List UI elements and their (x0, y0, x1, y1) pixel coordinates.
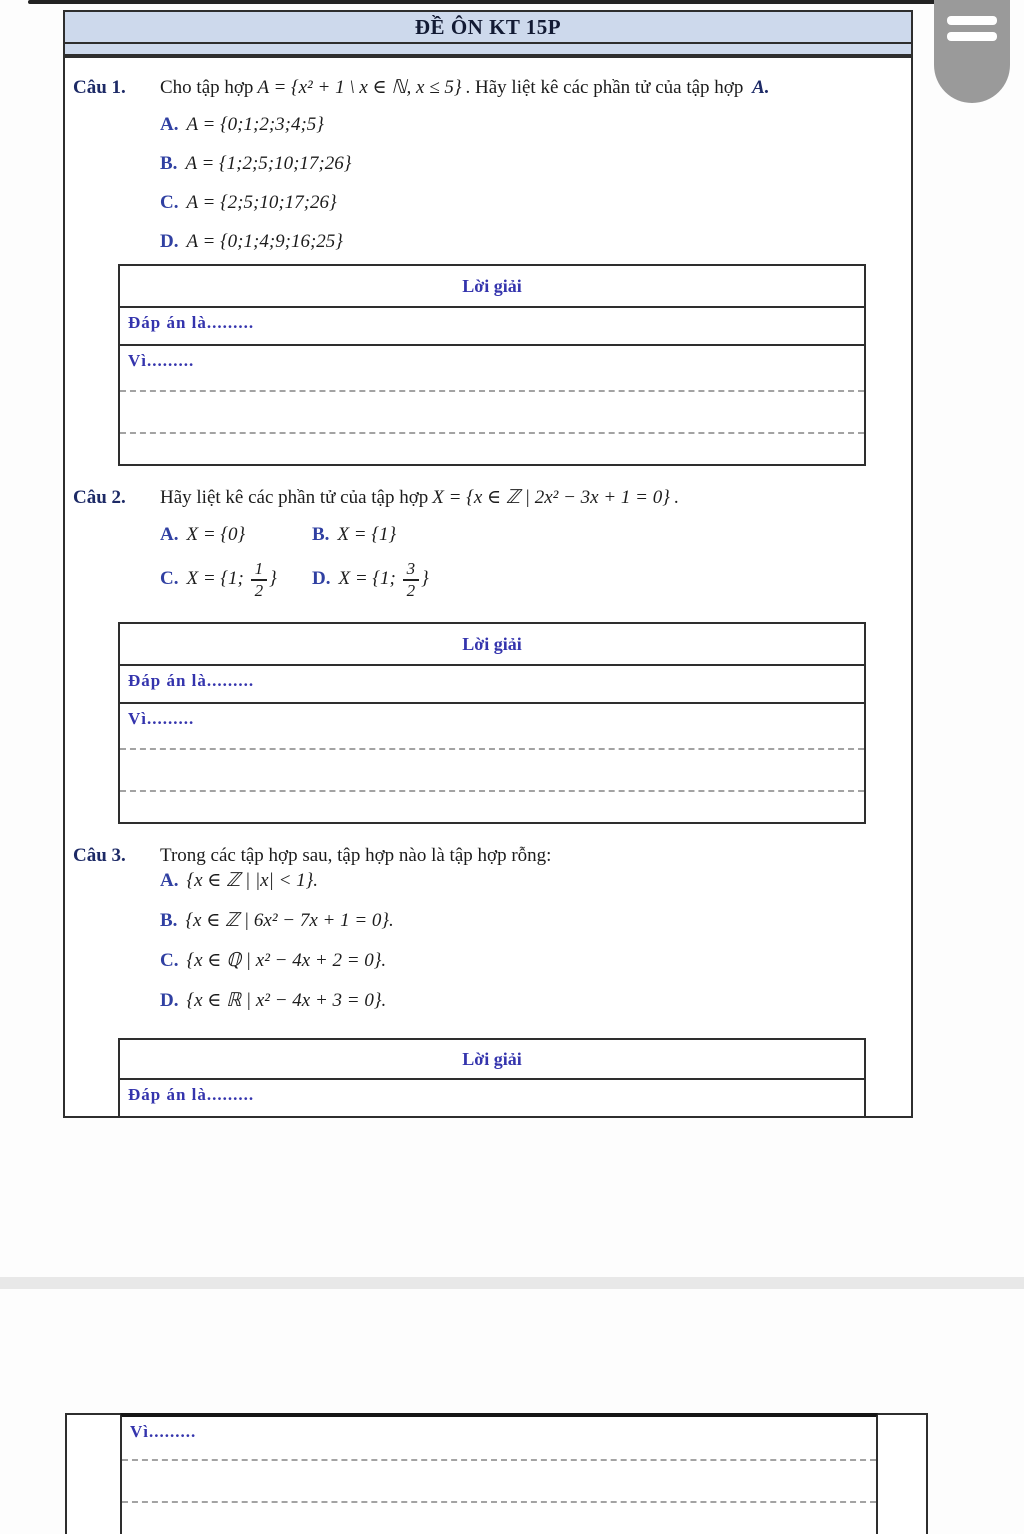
writing-line (120, 390, 864, 432)
solution-box-1 (118, 264, 866, 466)
option-a (160, 870, 901, 901)
fraction (251, 560, 268, 600)
option-letter: C. (160, 568, 179, 590)
drag-handle-icon (947, 32, 997, 41)
fraction-numerator: 1 (251, 560, 268, 581)
option-c (160, 950, 901, 981)
option-b (160, 910, 901, 941)
option-a (160, 524, 312, 547)
solution-box-2 (118, 622, 866, 824)
option-letter: A. (160, 114, 179, 135)
option-a (160, 114, 901, 140)
question-2-row (73, 486, 903, 510)
option-c (160, 560, 312, 600)
question-3-options (160, 870, 901, 1030)
option-math: {x ∈ ℤ | |x| < 1}. (186, 870, 318, 891)
question-label: Câu 1. (73, 77, 126, 98)
writing-line (120, 748, 864, 790)
answer-row (120, 1080, 864, 1116)
page-break-band (0, 1277, 1024, 1289)
option-math (186, 560, 276, 600)
scroll-handle[interactable] (934, 0, 1010, 103)
solution-header-label: Lời giải (462, 1048, 522, 1069)
option-math: {x ∈ ℝ | x² − 4x + 3 = 0}. (186, 990, 387, 1011)
option-letter: C. (160, 192, 179, 213)
question-label: Câu 3. (73, 845, 126, 866)
question-1-options (160, 114, 901, 270)
reason-row (122, 1417, 876, 1459)
reason-label: Vì......... (128, 351, 195, 370)
question-outro: . (673, 487, 679, 508)
option-c (160, 192, 901, 218)
option-letter: D. (160, 231, 179, 252)
answer-row (120, 308, 864, 346)
reason-label: Vì......... (130, 1422, 197, 1441)
option-letter: B. (312, 524, 330, 545)
option-letter: C. (160, 950, 179, 971)
answer-row (120, 666, 864, 704)
fraction (403, 560, 420, 600)
solution-header-label: Lời giải (462, 275, 522, 296)
option-b (160, 153, 901, 179)
writing-line (120, 432, 864, 474)
exam-title-banner (63, 10, 913, 56)
solution-header (120, 1040, 864, 1080)
reason-row (120, 704, 864, 748)
answer-label: Đáp án là......... (128, 313, 255, 332)
fraction-denominator: 2 (406, 580, 416, 600)
solution-header (120, 624, 864, 666)
answer-label: Đáp án là......... (128, 1085, 255, 1104)
solution-box-continued (120, 1413, 878, 1534)
question-text (160, 76, 774, 100)
option-math: {x ∈ ℤ | 6x² − 7x + 1 = 0}. (185, 910, 394, 931)
question-intro: Hãy liệt kê các phần tử của tập hợp (160, 487, 429, 508)
option-math (338, 560, 428, 600)
option-math: A = {1;2;5;10;17;26} (185, 153, 352, 174)
solution-header (120, 266, 864, 308)
question-3-row (73, 844, 903, 868)
writing-line (120, 790, 864, 832)
option-letter: B. (160, 153, 178, 174)
option-letter: A. (160, 524, 179, 545)
option-letter: D. (160, 990, 179, 1011)
question-math: A = {x² + 1 \ x ∈ ℕ, x ≤ 5} (257, 77, 462, 98)
fraction-numerator: 3 (403, 560, 420, 581)
option-d (160, 990, 901, 1021)
question-intro: Cho tập hợp (160, 77, 254, 98)
option-math: A = {2;5;10;17;26} (186, 192, 337, 213)
option-math-suffix: } (421, 568, 429, 590)
exam-page-1 (63, 56, 913, 1118)
option-d (312, 560, 429, 600)
drag-handle-icon (947, 16, 997, 25)
question-2-options-row-2 (160, 560, 429, 600)
option-math-suffix: } (269, 568, 277, 590)
fraction-denominator: 2 (254, 580, 264, 600)
solution-header-label: Lời giải (462, 633, 522, 654)
option-d (160, 231, 901, 257)
option-letter: B. (160, 910, 178, 931)
option-math: {x ∈ ℚ | x² − 4x + 2 = 0}. (186, 950, 387, 971)
option-b (312, 524, 396, 547)
option-math-prefix: X = {1; (338, 568, 401, 590)
question-text (160, 844, 551, 868)
writing-line (122, 1501, 876, 1534)
option-math: A = {0;1;2;3;4;5} (186, 114, 324, 135)
exam-page-2 (65, 1413, 928, 1534)
option-math: A = {0;1;4;9;16;25} (186, 231, 343, 252)
option-letter: A. (160, 870, 179, 891)
exam-title: ĐỀ ÔN KT 15P (414, 14, 562, 39)
question-intro: Trong các tập hợp sau, tập hợp nào là tập hợp rỗng: (160, 845, 552, 866)
answer-label: Đáp án là......... (128, 671, 255, 690)
photo-edge-strip (28, 0, 1006, 4)
question-math: X = {x ∈ ℤ | 2x² − 3x + 1 = 0} (432, 487, 670, 508)
option-letter: D. (312, 568, 331, 590)
reason-row (120, 346, 864, 390)
question-text (160, 486, 679, 510)
exam-title-row (65, 12, 911, 44)
option-math: X = {1} (337, 524, 397, 545)
question-1-row (73, 76, 903, 100)
writing-line (122, 1459, 876, 1501)
reason-label: Vì......... (128, 709, 195, 728)
question-label: Câu 2. (73, 487, 126, 508)
option-math-prefix: X = {1; (186, 568, 249, 590)
question-outro-emphasis: A. (752, 77, 770, 98)
solution-box-3 (118, 1038, 866, 1116)
option-math: X = {0} (186, 524, 246, 545)
question-outro: . Hãy liệt kê các phần tử của tập hợp (465, 77, 744, 98)
question-2-options-row-1 (160, 524, 396, 547)
